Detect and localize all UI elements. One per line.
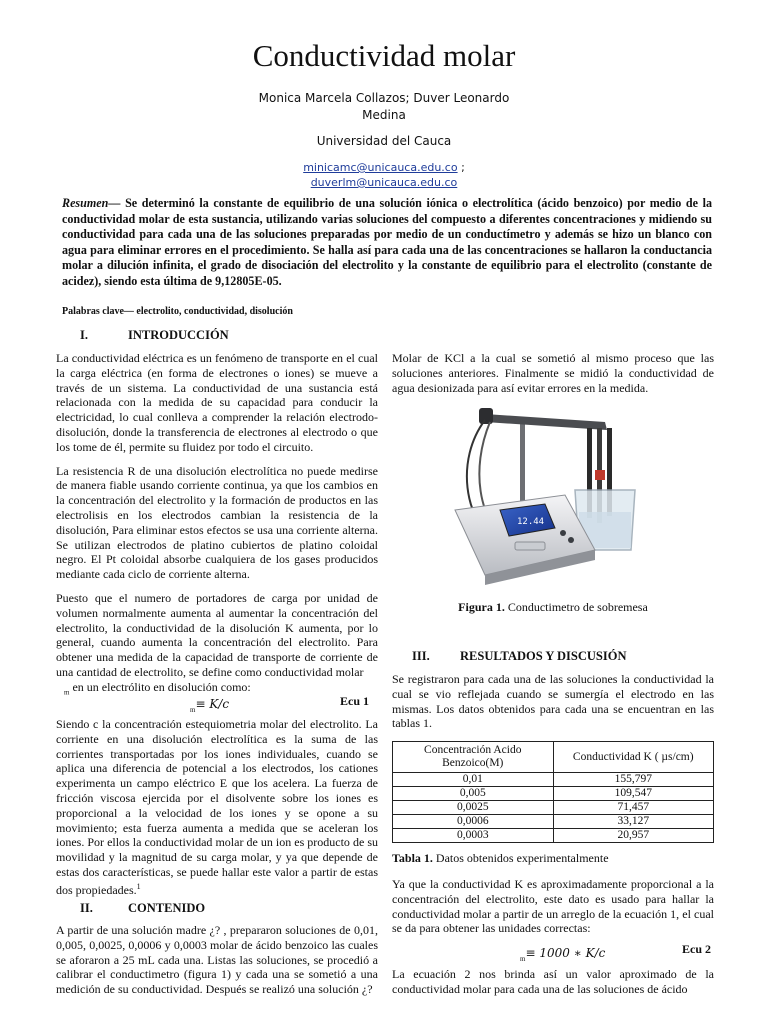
- section-number: II.: [80, 901, 93, 915]
- authors-line-1: Monica Marcela Collazos; Duver Leonardo: [258, 91, 510, 105]
- section-heading-contenido: [80, 901, 205, 916]
- paragraph-intro-3: [56, 591, 378, 680]
- subscript-m: m: [64, 688, 70, 697]
- emails: [0, 160, 768, 190]
- table-header-row: [393, 742, 714, 773]
- figure-1-caption: Figura 1. Conductimetro de sobremesa: [458, 600, 648, 614]
- section-title: CONTENIDO: [128, 901, 206, 915]
- table-row: 0,0025 71,457: [393, 801, 714, 815]
- keywords: Palabras clave— electrolito, conductividad, disolución: [62, 306, 293, 317]
- email-link-1[interactable]: minicamc@unicauca.edu.co: [303, 161, 458, 174]
- abstract-text: Se determinó la constante de equilibrio de una solución iónica o electrolítica (ácido benzoico) por medio de la conductividad molar de esta sustancia, utilizando varias soluciones del compuesto a diferentes concentraciones y midiendo su conductividad para cada una de las soluciones preparadas por medio de un conductímetro y además se hizo un blanco con agua para eliminar errores en el procedimiento. Se halla así para cada una de las concentraciones se hallaron la conductancia molar a dilución infinita, el grado de disociación del electrolito y la constante de equilibrio para el electrolito (constante de acidez), siendo esta última de 9,12805E-05.: [62, 196, 712, 288]
- equation-1: $_m$≡ K/c: [190, 697, 230, 715]
- abstract: [62, 196, 712, 290]
- section-number: I.: [80, 328, 88, 342]
- conductimeter-image: [445, 400, 670, 585]
- table-row: 0,005 109,547: [393, 787, 714, 801]
- paragraph-intro-3-text: Puesto que el numero de portadores de carga por unidad de volumen normalmente aumenta al aumentar la concentración del electrolito, la conductividad de la disolución K aumenta, por lo general, cuando aumenta la concentración del electrolito. Para obtener una medida de la capacidad de transporte de corriente de una cantidad de electrolito, se define como conductividad molar: [56, 590, 378, 679]
- email-separator: ;: [461, 161, 465, 174]
- left-column: [56, 351, 378, 700]
- equation-1-formula: ≡ K/c: [195, 697, 230, 711]
- equation-2-label: Ecu 2: [682, 942, 712, 956]
- section-title: INTRODUCCIÓN: [128, 328, 229, 342]
- paper-title: Conductividad molar: [252, 38, 516, 73]
- affiliation: Universidad del Cauca: [316, 134, 452, 148]
- section-heading-introduccion: [80, 328, 229, 343]
- paragraph-resultados-2: Ya que la conductividad K es aproximadamente proporcional a la concentración del electrolito, este dato es usado para hallar la conductividad molar a partir de un arreglo de la ecuación 1, el cual se da para obtener las unidades correctas:: [392, 877, 714, 936]
- paragraph-contenido: A partir de una solución madre ¿? , prepararon soluciones de 0,01, 0,005, 0,0025, 0,0006 y 0,0003 molar de ácido benzoico las cuales se aforaron a 25 mL cada una. Listas las soluciones, se procedió a calibrar el conductimetro (figura 1) y cada una se sometió a una medición de su conductividad. Después se realizó una solución ¿?: [56, 923, 378, 997]
- left-column-lower: [56, 717, 378, 907]
- paragraph-intro-4: Siendo c la concentración estequiometria molar del electrolito. La corriente en una disolución electrolítica es la suma de las corrientes transportadas por los iones individuales, cuando se aplica una diferencia de potencial a los electrodos, los cationes experimenta un campo eléctrico E que los acelera. La fuerza de fricción viscosa ejercida por el disolvente sobre los iones es proporcional a la velocidad de los iones y se opone a su movimiento; esta fuerza aumenta a medida que se aceleran los iones. Por ellos la conductividad molar de un ion es producto de su movilidad y la magnitud de su carga molar, y ya que depende de estas dos características, se puede hallar este valor a partir de estas dos propiedades.$^1$: [56, 717, 378, 897]
- table-row: 0,0006 33,127: [393, 815, 714, 829]
- paragraph-resultados-3: La ecuación 2 nos brinda así un valor aproximado de la conductividad molar para cada una de las soluciones de ácido: [392, 967, 714, 996]
- paragraph-intro-3-tail: $_m$ en un electrólito en disolución como:: [64, 679, 251, 697]
- table-row: 0,0003 20,957: [393, 829, 714, 843]
- paragraph-contenido-cont: Molar de KCl a la cual se sometió al mismo proceso que las soluciones anteriores. Finalmente se midió la conductividad de agua desionizada para así evitar errores en la medida.: [392, 351, 714, 395]
- equation-2: $_m$≡ 1000 ∗ K/c: [520, 946, 606, 964]
- paragraph-resultados-1: Se registraron para cada una de las soluciones la conductividad la cual se vio reflejada cuando se sumergía el electrodo en las mismas. Los datos obtenidos para cada una se encuentran en las tablas 1.: [392, 672, 714, 731]
- table-header-concentration: Concentración Acido Benzoico(M): [393, 742, 554, 773]
- abstract-label: Resumen—: [62, 196, 121, 210]
- table-header-conductivity: Conductividad K ( µs/cm): [553, 742, 714, 773]
- section-number: III.: [412, 649, 430, 663]
- paragraph-intro-2: La resistencia R de una disolución electrolítica no puede medirse de manera fiable usando corriente continua, ya que los cambios en la concentración del electrolito y la formación de productos en las electrolisis en los electrodos cambian la resistencia de la disolución, Para eliminar estos efectos se usa una corriente alterna. Se utilizan electrodos de platino cubiertos de platino coloidal negro. El Pt coloidal absorbe cualquiera de los gases producidos mediante cada ciclo de corriente alterna.: [56, 463, 378, 582]
- data-table: [392, 741, 714, 843]
- email-link-2[interactable]: duverlm@unicauca.edu.co: [310, 176, 458, 189]
- device-screen-readout: 12.44: [517, 517, 545, 527]
- authors-line-2: Medina: [362, 108, 406, 122]
- footnote-ref: 1: [136, 881, 141, 891]
- paragraph-intro-1: La conductividad eléctrica es un fenómeno de transporte en el cual la carga eléctrica (en forma de electrones o iones) se mueve a través de un sistema. La conductividad de una sustancia está relacionada con la medida de su capacidad para conducir la electricidad, lo cual conlleva a comprender la relación electrodo-disolución, donde la transferencia de electrones al electrodo o que los tome de él, permite su fluidez por todo el circuito.: [56, 351, 378, 454]
- section-heading-resultados: [412, 649, 627, 664]
- equation-2-formula: ≡ 1000 ∗ K/c: [525, 946, 606, 960]
- authors: [200, 90, 568, 124]
- section-title: RESULTADOS Y DISCUSIÓN: [460, 649, 627, 663]
- table-1-caption: Tabla 1. Datos obtenidos experimentalmente: [392, 851, 609, 865]
- equation-1-label: Ecu 1: [340, 694, 370, 708]
- table-row: 0,01 155,797: [393, 773, 714, 787]
